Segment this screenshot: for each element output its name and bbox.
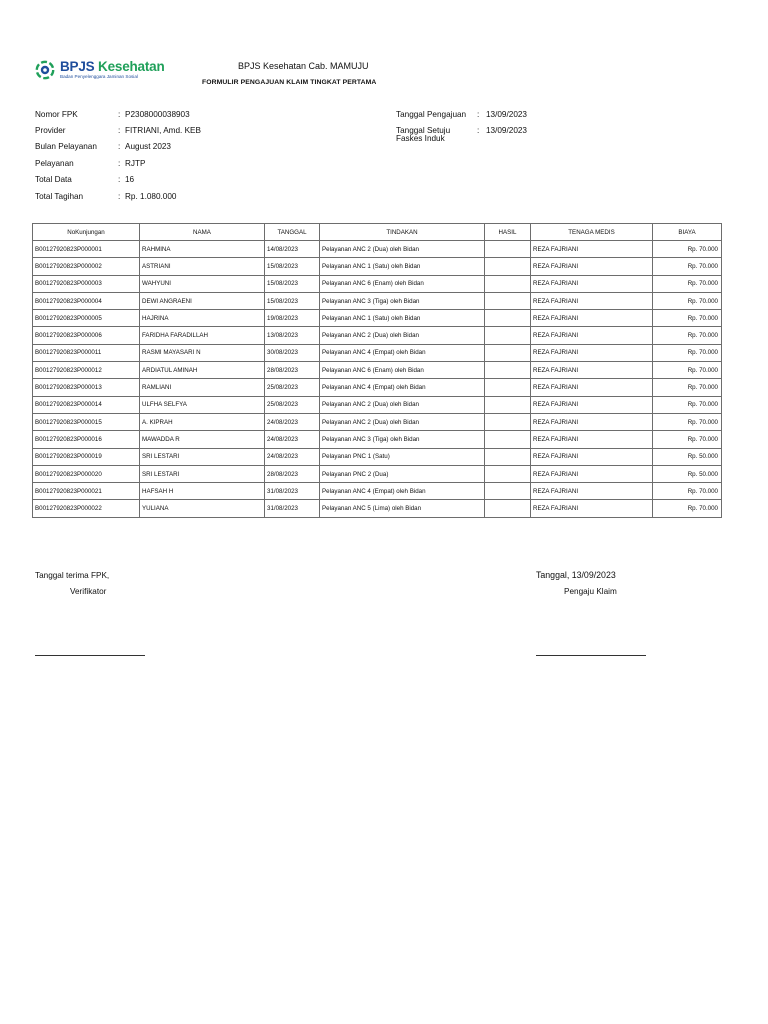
cell-biaya: Rp. 70.000 xyxy=(653,413,722,430)
cell-tenaga-medis: REZA FAJRIANI xyxy=(531,448,653,465)
cell-tindakan: Pelayanan ANC 1 (Satu) oleh Bidan xyxy=(320,310,485,327)
header-tindakan: TINDAKAN xyxy=(320,224,485,241)
cell-tenaga-medis: REZA FAJRIANI xyxy=(531,344,653,361)
info-value: August 2023 xyxy=(125,142,171,151)
cell-tindakan: Pelayanan ANC 2 (Dua) oleh Bidan xyxy=(320,413,485,430)
cell-biaya: Rp. 70.000 xyxy=(653,362,722,379)
cell-tindakan: Pelayanan PNC 1 (Satu) xyxy=(320,448,485,465)
cell-hasil xyxy=(485,310,531,327)
branch-name: BPJS Kesehatan Cab. MAMUJU xyxy=(238,61,369,71)
brand-name xyxy=(60,59,165,74)
table-row xyxy=(33,275,722,292)
info-left: Nomor FPK : P2308000038903 Provider : FITRIANI, Amd. KEB Bulan Pelayanan : August 2023 Pelayanan : RJTP Total Data : 16 Total Tagihan : Rp. 1.080.000 xyxy=(35,110,201,201)
table-row xyxy=(33,327,722,344)
table-row xyxy=(33,379,722,396)
cell-tanggal: 28/08/2023 xyxy=(265,465,320,482)
cell-hasil xyxy=(485,379,531,396)
table-row xyxy=(33,413,722,430)
cell-tanggal: 15/08/2023 xyxy=(265,275,320,292)
cell-tindakan: Pelayanan PNC 2 (Dua) xyxy=(320,465,485,482)
cell-hasil xyxy=(485,465,531,482)
cell-nama: SRI LESTARI xyxy=(140,465,265,482)
info-label: Total Data xyxy=(35,175,72,184)
cell-nama: HAFSAH H xyxy=(140,483,265,500)
info-value: FITRIANI, Amd. KEB xyxy=(125,126,201,135)
cell-nokunjungan: B00127920823P000021 xyxy=(33,483,140,500)
cell-biaya: Rp. 50.000 xyxy=(653,448,722,465)
cell-hasil xyxy=(485,292,531,309)
cell-biaya: Rp. 70.000 xyxy=(653,431,722,448)
cell-tanggal: 15/08/2023 xyxy=(265,292,320,309)
cell-biaya: Rp. 70.000 xyxy=(653,292,722,309)
cell-hasil xyxy=(485,327,531,344)
signature-right-date: Tanggal, 13/09/2023 xyxy=(536,570,616,580)
cell-tindakan: Pelayanan ANC 3 (Tiga) oleh Bidan xyxy=(320,292,485,309)
info-label: Nomor FPK xyxy=(35,110,78,119)
claims-table xyxy=(32,223,722,518)
bpjs-emblem-icon xyxy=(35,60,55,80)
cell-nama: RAHMINA xyxy=(140,241,265,258)
cell-tindakan: Pelayanan ANC 4 (Empat) oleh Bidan xyxy=(320,344,485,361)
table-row xyxy=(33,431,722,448)
table-row xyxy=(33,396,722,413)
cell-nokunjungan: B00127920823P000001 xyxy=(33,241,140,258)
cell-nokunjungan: B00127920823P000003 xyxy=(33,275,140,292)
signature-left-line xyxy=(35,655,145,656)
cell-nama: ARDIATUL AMINAH xyxy=(140,362,265,379)
signature-right-line xyxy=(536,655,646,656)
table-row xyxy=(33,258,722,275)
cell-tenaga-medis: REZA FAJRIANI xyxy=(531,275,653,292)
cell-tindakan: Pelayanan ANC 4 (Empat) oleh Bidan xyxy=(320,379,485,396)
cell-nokunjungan: B00127920823P000011 xyxy=(33,344,140,361)
cell-nokunjungan: B00127920823P000012 xyxy=(33,362,140,379)
cell-hasil xyxy=(485,431,531,448)
cell-hasil xyxy=(485,448,531,465)
info-label: Tanggal Pengajuan xyxy=(396,110,467,119)
header-hasil: HASIL xyxy=(485,224,531,241)
info-value: 13/09/2023 xyxy=(486,110,527,119)
table-row xyxy=(33,344,722,361)
cell-nama: RAMLIANI xyxy=(140,379,265,396)
cell-tenaga-medis: REZA FAJRIANI xyxy=(531,396,653,413)
table-row xyxy=(33,241,722,258)
cell-nama: SRI LESTARI xyxy=(140,448,265,465)
cell-hasil xyxy=(485,241,531,258)
cell-nokunjungan: B00127920823P000014 xyxy=(33,396,140,413)
info-label: Pelayanan xyxy=(35,159,74,168)
cell-tenaga-medis: REZA FAJRIANI xyxy=(531,241,653,258)
signature-left-date-label: Tanggal terima FPK, xyxy=(35,571,110,580)
cell-hasil xyxy=(485,396,531,413)
info-label: Total Tagihan xyxy=(35,192,84,201)
cell-biaya: Rp. 50.000 xyxy=(653,465,722,482)
cell-tenaga-medis: REZA FAJRIANI xyxy=(531,500,653,517)
brand-primary: BPJS xyxy=(60,59,95,74)
cell-tenaga-medis: REZA FAJRIANI xyxy=(531,483,653,500)
cell-tenaga-medis: REZA FAJRIANI xyxy=(531,379,653,396)
cell-biaya: Rp. 70.000 xyxy=(653,483,722,500)
table-row xyxy=(33,465,722,482)
info-value: Rp. 1.080.000 xyxy=(125,192,177,201)
table-body xyxy=(33,241,722,518)
cell-tindakan: Pelayanan ANC 2 (Dua) oleh Bidan xyxy=(320,396,485,413)
info-label-second-line: Faskes Induk xyxy=(396,134,445,143)
header-nama: NAMA xyxy=(140,224,265,241)
cell-biaya: Rp. 70.000 xyxy=(653,241,722,258)
cell-tindakan: Pelayanan ANC 2 (Dua) oleh Bidan xyxy=(320,241,485,258)
cell-tanggal: 24/08/2023 xyxy=(265,413,320,430)
header-nokunjungan: NoKunjungan xyxy=(33,224,140,241)
cell-tenaga-medis: REZA FAJRIANI xyxy=(531,465,653,482)
cell-tindakan: Pelayanan ANC 3 (Tiga) oleh Bidan xyxy=(320,431,485,448)
cell-tenaga-medis: REZA FAJRIANI xyxy=(531,362,653,379)
cell-biaya: Rp. 70.000 xyxy=(653,258,722,275)
header-tanggal: TANGGAL xyxy=(265,224,320,241)
cell-nama: RASMI MAYASARI N xyxy=(140,344,265,361)
brand-tagline: Badan Penyelenggara Jaminan Sosial xyxy=(60,74,138,79)
cell-nokunjungan: B00127920823P000002 xyxy=(33,258,140,275)
cell-nokunjungan: B00127920823P000022 xyxy=(33,500,140,517)
cell-tanggal: 15/08/2023 xyxy=(265,258,320,275)
cell-nama: ASTRIANI xyxy=(140,258,265,275)
cell-nama: YULIANA xyxy=(140,500,265,517)
bpjs-logo xyxy=(35,59,165,83)
cell-tindakan: Pelayanan ANC 6 (Enam) oleh Bidan xyxy=(320,362,485,379)
cell-tanggal: 24/08/2023 xyxy=(265,431,320,448)
signature-right-role: Pengaju Klaim xyxy=(564,587,617,596)
cell-tenaga-medis: REZA FAJRIANI xyxy=(531,431,653,448)
info-right: Tanggal Pengajuan : 13/09/2023 Tanggal Setuju Faskes Induk : 13/09/2023 xyxy=(396,110,527,143)
info-value: 16 xyxy=(125,175,135,184)
cell-tanggal: 28/08/2023 xyxy=(265,362,320,379)
cell-nokunjungan: B00127920823P000020 xyxy=(33,465,140,482)
table-row xyxy=(33,292,722,309)
cell-biaya: Rp. 70.000 xyxy=(653,327,722,344)
cell-biaya: Rp. 70.000 xyxy=(653,310,722,327)
info-value: RJTP xyxy=(125,159,146,168)
cell-tindakan: Pelayanan ANC 6 (Enam) oleh Bidan xyxy=(320,275,485,292)
info-label: Bulan Pelayanan xyxy=(35,142,97,151)
cell-nokunjungan: B00127920823P000006 xyxy=(33,327,140,344)
cell-biaya: Rp. 70.000 xyxy=(653,396,722,413)
table-row xyxy=(33,310,722,327)
cell-tenaga-medis: REZA FAJRIANI xyxy=(531,258,653,275)
form-title: FORMULIR PENGAJUAN KLAIM TINGKAT PERTAMA xyxy=(202,79,377,86)
cell-tindakan: Pelayanan ANC 2 (Dua) oleh Bidan xyxy=(320,327,485,344)
cell-tanggal: 19/08/2023 xyxy=(265,310,320,327)
cell-nokunjungan: B00127920823P000004 xyxy=(33,292,140,309)
cell-biaya: Rp. 70.000 xyxy=(653,379,722,396)
cell-tanggal: 30/08/2023 xyxy=(265,344,320,361)
table-header-row xyxy=(33,224,722,241)
cell-tanggal: 13/08/2023 xyxy=(265,327,320,344)
cell-hasil xyxy=(485,483,531,500)
cell-tanggal: 25/08/2023 xyxy=(265,396,320,413)
cell-tanggal: 25/08/2023 xyxy=(265,379,320,396)
table-row xyxy=(33,500,722,517)
cell-nokunjungan: B00127920823P000016 xyxy=(33,431,140,448)
cell-nokunjungan: B00127920823P000019 xyxy=(33,448,140,465)
header-biaya: BIAYA xyxy=(653,224,722,241)
cell-biaya: Rp. 70.000 xyxy=(653,344,722,361)
cell-tenaga-medis: REZA FAJRIANI xyxy=(531,413,653,430)
info-label: Provider xyxy=(35,126,66,135)
cell-tanggal: 31/08/2023 xyxy=(265,500,320,517)
cell-hasil xyxy=(485,344,531,361)
signature-left-role: Verifikator xyxy=(70,587,107,596)
cell-nama: ULFHA SELFYA xyxy=(140,396,265,413)
cell-biaya: Rp. 70.000 xyxy=(653,275,722,292)
cell-nama: HAJRINA xyxy=(140,310,265,327)
cell-tanggal: 24/08/2023 xyxy=(265,448,320,465)
info-value: P2308000038903 xyxy=(125,110,190,119)
table-row xyxy=(33,483,722,500)
cell-nama: A. KIPRAH xyxy=(140,413,265,430)
table-row xyxy=(33,448,722,465)
table-row xyxy=(33,362,722,379)
cell-tenaga-medis: REZA FAJRIANI xyxy=(531,327,653,344)
cell-tindakan: Pelayanan ANC 1 (Satu) oleh Bidan xyxy=(320,258,485,275)
cell-nama: FARIDHA FARADILLAH xyxy=(140,327,265,344)
cell-hasil xyxy=(485,275,531,292)
cell-nama: DEWI ANGRAENI xyxy=(140,292,265,309)
info-label: Tanggal Setuju xyxy=(396,126,451,135)
brand-secondary: Kesehatan xyxy=(98,59,165,74)
cell-tanggal: 31/08/2023 xyxy=(265,483,320,500)
cell-tenaga-medis: REZA FAJRIANI xyxy=(531,310,653,327)
info-value: 13/09/2023 xyxy=(486,126,527,135)
cell-tenaga-medis: REZA FAJRIANI xyxy=(531,292,653,309)
cell-nokunjungan: B00127920823P000013 xyxy=(33,379,140,396)
header-tenaga-medis: TENAGA MEDIS xyxy=(531,224,653,241)
cell-nama: WAHYUNI xyxy=(140,275,265,292)
cell-tanggal: 14/08/2023 xyxy=(265,241,320,258)
cell-nama: MAWADDA R xyxy=(140,431,265,448)
cell-hasil xyxy=(485,500,531,517)
cell-hasil xyxy=(485,258,531,275)
cell-tindakan: Pelayanan ANC 4 (Empat) oleh Bidan xyxy=(320,483,485,500)
cell-nokunjungan: B00127920823P000015 xyxy=(33,413,140,430)
cell-biaya: Rp. 70.000 xyxy=(653,500,722,517)
cell-hasil xyxy=(485,362,531,379)
cell-tindakan: Pelayanan ANC 5 (Lima) oleh Bidan xyxy=(320,500,485,517)
cell-hasil xyxy=(485,413,531,430)
cell-nokunjungan: B00127920823P000005 xyxy=(33,310,140,327)
